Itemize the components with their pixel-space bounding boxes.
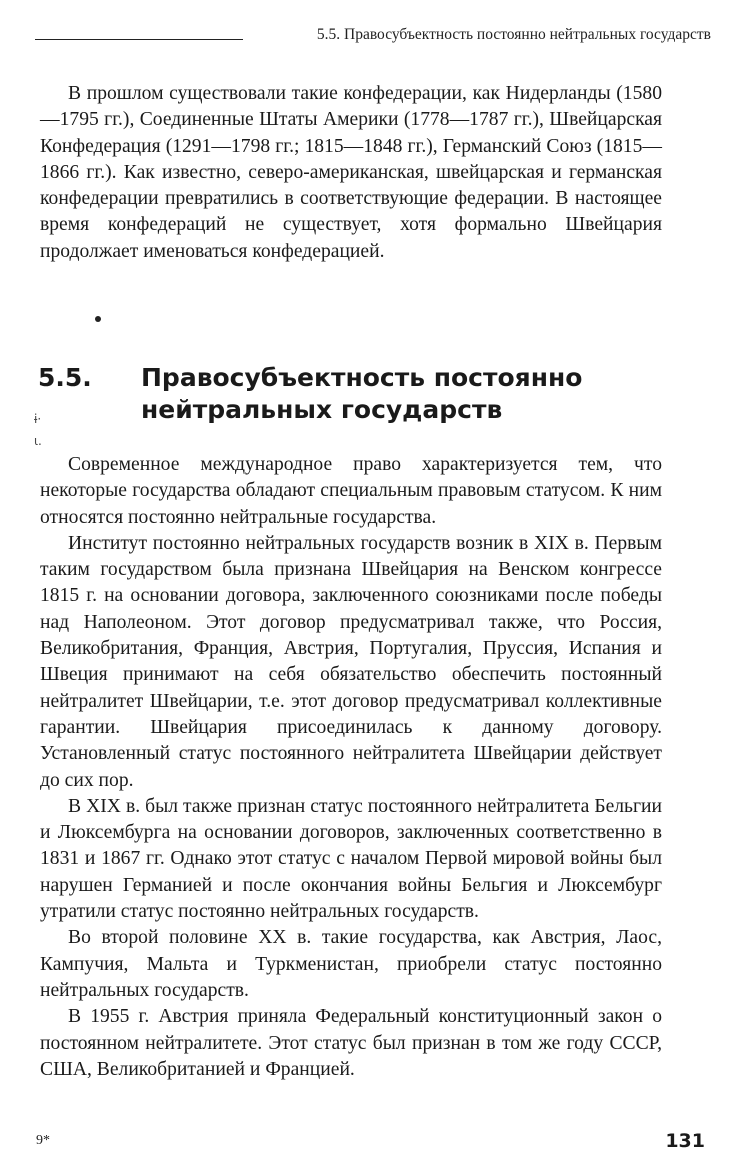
section-number: 5.5. — [38, 363, 92, 392]
intro-text-block — [40, 81, 662, 265]
paragraph: Современное международное право характеризуется тем, что некоторые государства обладают специальным правовым статусом. К ним относятся постоянно нейтральные государства. — [40, 454, 662, 528]
bullet-mark — [95, 316, 101, 322]
paragraph: В 1955 г. Австрия приняла Федеральный конституционный закон о постоянном нейтралитете. Этот статус был признан в том же году СССР, США, Великобританией и Францией. — [40, 1006, 662, 1080]
running-head-rule — [35, 39, 243, 40]
running-head-title: 5.5. Правосубъектность постоянно нейтральных государств — [316, 26, 711, 43]
paragraph: Институт постоянно нейтральных государств возник в XIX в. Первым таким государством была признана Швейцария на Венском конгрессе 1815 г. на основании договора, заключенного союзниками после победы над Наполеоном. Этот договор предусматривал также, что Россия, Великобритания, Франция, Австрия, Португалия, Пруссия, Испания и Швеция принимают на себя обязательство обеспечить постоянный нейтралитет Швейцарии, т.е. этот договор предусматривал коллективные гарантии. Швейцария присоединилась к данному договору. Установленный статус постоянного нейтралитета Швейцарии действует до сих пор. — [40, 532, 662, 791]
footer-signature: 9* — [36, 1133, 50, 1148]
body-text-block — [40, 452, 662, 1083]
running-head — [35, 22, 711, 46]
page-number: 131 — [665, 1130, 705, 1152]
paragraph: Во второй половине XX в. такие государства, как Австрия, Лаос, Кампучия, Мальта и Туркменистан, приобрели статус постоянно нейтральных государств. — [40, 927, 662, 1001]
paragraph: В прошлом существовали такие конфедерации, как Нидерланды (1580—1795 гг.), Соединенные Штаты Америки (1778—1787 гг.), Швейцарская Конфедерация (1291—1798 гг.; 1815—1848 гг.), Германский Союз (1815—1866 гг.). Как известно, северо-американская, швейцарская и германская конфедерации превратились в соответствующие федерации. В настоящее время конфедераций не существует, хотя формально Швейцария продолжает именоваться конфедерацией. — [40, 83, 662, 262]
margin-mark: ɨ· — [34, 412, 42, 426]
margin-mark: ɩ. — [34, 434, 42, 448]
paragraph: В XIX в. был также признан статус постоянного нейтралитета Бельгии и Люксембурга на основании договоров, заключенных соответственно в 1831 и 1867 гг. Однако этот статус с началом Первой мировой войны был нарушен Германией и после окончания войны Бельгия и Люксембург утратили статус постоянно нейтральных государств. — [40, 795, 662, 923]
section-title: Правосубъектность постоянно нейтральных государств — [141, 363, 583, 424]
